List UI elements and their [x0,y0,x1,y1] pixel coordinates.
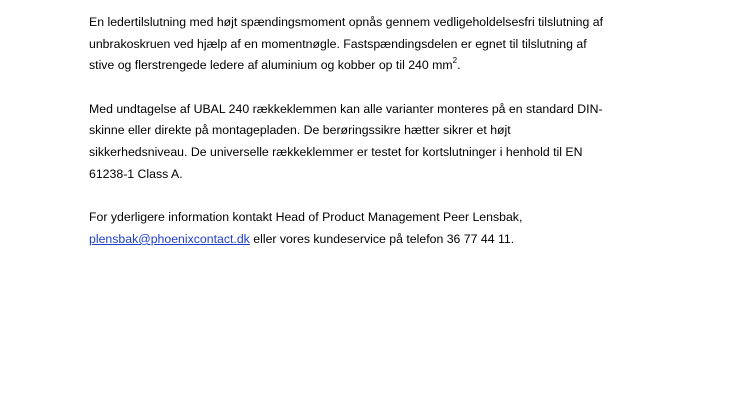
text-line: En ledertilslutning med højt spændingsmoment opnås gennem vedligeholdelsesfri tilslutning af [89,15,604,29]
paragraph-mounting [89,99,649,186]
text-segment: stive og flerstrengede ledere af aluminium og kobber op til 240 mm [89,58,453,73]
text-line: Med undtagelse af UBAL 240 rækkeklemmen kan alle varianter monteres på en standard DIN- [89,101,603,116]
text-line: unbrakoskruen ved hjælp af en momentnøgle. Fastspændingsdelen er egnet til tilslutning af [89,36,587,51]
text-line [89,229,649,251]
document-body [89,12,649,251]
text-segment: . [457,58,461,73]
text-line [89,55,649,77]
paragraph-gap [89,186,649,208]
text-line: skinne eller direkte på montagepladen. De berøringssikre hætter sikrer et højt [89,123,511,138]
paragraph-conductor-connection [89,12,649,77]
text-segment: eller vores kundeservice på telefon 36 77 44 11. [249,231,515,246]
paragraph-gap [89,77,649,99]
text-line: sikkerhedsniveau. De universelle rækkeklemmer er testet for kortslutninger i henhold til EN [89,145,583,160]
email-link[interactable]: plensbak@phoenixcontact.dk [89,231,250,246]
text-line: For yderligere information kontakt Head of Product Management Peer Lensbak, [89,210,523,225]
paragraph-contact [89,207,649,250]
superscript: 2 [452,56,458,66]
text-line: 61238-1 Class A. [89,166,183,181]
